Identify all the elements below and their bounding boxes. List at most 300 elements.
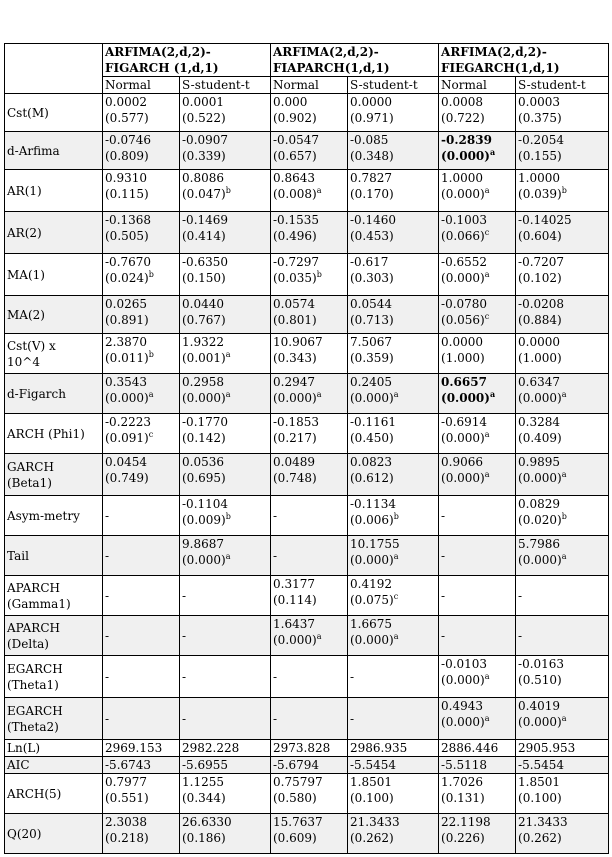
significance-marker: b — [148, 350, 154, 359]
row-label-line: ARCH (Phi1) — [7, 426, 85, 441]
dist-header: Normal — [439, 77, 516, 94]
significance-marker: a — [393, 632, 399, 641]
coefficient-value: -5.5118 — [441, 758, 488, 772]
significance-marker: a — [484, 714, 490, 723]
table-row — [5, 334, 609, 374]
value-cell — [271, 414, 348, 454]
coefficient-value: -0.0907 — [182, 133, 229, 147]
p-value: (0.767) — [182, 313, 226, 327]
p-value: (0.000) — [441, 471, 485, 485]
p-value: (0.000) — [441, 715, 485, 729]
row-label-line: (Gamma1) — [7, 596, 71, 611]
table-row — [5, 774, 609, 814]
p-value: (0.000) — [441, 391, 490, 405]
value-cell — [271, 454, 348, 496]
p-value: (0.000) — [441, 673, 485, 687]
row-label — [5, 576, 103, 616]
coefficient-value: -0.085 — [350, 133, 389, 147]
significance-marker: b — [225, 512, 231, 521]
significance-marker: a — [316, 186, 322, 195]
value-cell: - — [271, 698, 348, 740]
p-value: (0.344) — [182, 791, 226, 805]
p-value: (0.695) — [182, 471, 226, 485]
value-cell — [439, 132, 516, 170]
coefficient-value: 2973.828 — [273, 741, 331, 755]
coefficient-value: -0.0780 — [441, 297, 488, 311]
row-label-line: APARCH — [7, 580, 60, 595]
coefficient-value: 0.3543 — [105, 375, 147, 389]
value-cell: - — [103, 698, 180, 740]
coefficient-value: -0.1003 — [441, 213, 488, 227]
row-label-line: d-Figarch — [7, 386, 66, 401]
value-cell — [439, 212, 516, 254]
value-cell — [180, 536, 271, 576]
value-cell — [271, 94, 348, 132]
coefficient-value: 0.0003 — [518, 95, 561, 109]
value-cell — [180, 414, 271, 454]
value-cell — [180, 132, 271, 170]
significance-marker: a — [484, 186, 490, 195]
dist-header: S-student-t — [180, 77, 271, 94]
row-label-line: AIC — [7, 758, 30, 772]
row-label-line: MA(2) — [7, 307, 45, 322]
coefficient-value: -0.1368 — [105, 213, 152, 227]
value-cell — [516, 656, 609, 698]
value-cell: - — [271, 496, 348, 536]
p-value: (0.604) — [518, 229, 562, 243]
p-value: (0.102) — [518, 271, 562, 285]
coefficient-value: 0.8643 — [273, 171, 315, 185]
coefficient-value: 1.0000 — [518, 171, 561, 185]
value-cell — [516, 170, 609, 212]
row-label-line: AR(2) — [7, 225, 42, 240]
significance-marker: c — [393, 592, 399, 601]
coefficient-value: -0.7207 — [518, 255, 565, 269]
value-cell — [271, 774, 348, 814]
p-value: (0.000) — [350, 553, 394, 567]
coefficient-value: 0.6347 — [518, 375, 561, 389]
significance-marker: a — [489, 389, 496, 399]
value-cell: - — [180, 616, 271, 656]
row-label-line: EGARCH — [7, 703, 63, 718]
value-cell — [180, 496, 271, 536]
p-value: (0.409) — [518, 431, 562, 445]
p-value: (0.011) — [105, 351, 149, 365]
p-value: (0.713) — [350, 313, 394, 327]
coefficient-value: 0.0829 — [518, 497, 561, 511]
significance-marker: a — [484, 470, 490, 479]
value-cell — [271, 170, 348, 212]
coefficient-value: 0.0440 — [182, 297, 224, 311]
p-value: (0.339) — [182, 149, 226, 163]
coefficient-value: 2905.953 — [518, 741, 576, 755]
p-value: (0.000) — [182, 391, 226, 405]
table-row — [5, 496, 609, 536]
value-cell — [271, 254, 348, 296]
coefficient-value: -0.1460 — [350, 213, 397, 227]
value-cell — [516, 132, 609, 170]
value-cell — [103, 132, 180, 170]
value-cell — [103, 740, 180, 757]
coefficient-value: -5.6955 — [182, 758, 229, 772]
significance-marker: a — [484, 672, 490, 681]
p-value: (0.155) — [518, 149, 562, 163]
coefficient-value: 1.1255 — [182, 775, 224, 789]
coefficient-value: 0.8086 — [182, 171, 224, 185]
value-cell — [439, 757, 516, 774]
p-value: (1.000) — [441, 351, 485, 365]
p-value: (0.131) — [441, 791, 485, 805]
coefficient-value: 26.6330 — [182, 815, 232, 829]
significance-marker: a — [148, 390, 154, 399]
value-cell — [348, 536, 439, 576]
coefficient-value: 0.000 — [273, 95, 308, 109]
value-cell — [348, 254, 439, 296]
value-cell — [271, 616, 348, 656]
p-value: (0.056) — [441, 313, 485, 327]
value-cell — [103, 374, 180, 414]
coefficient-value: -5.6794 — [273, 758, 320, 772]
coefficient-value: 9.8687 — [182, 537, 224, 551]
coefficient-value: -0.0103 — [441, 657, 488, 671]
table-row — [5, 536, 609, 576]
row-label — [5, 740, 103, 757]
coefficient-value: -0.6552 — [441, 255, 488, 269]
value-cell — [103, 94, 180, 132]
p-value: (0.039) — [518, 187, 562, 201]
coefficient-value: 0.2958 — [182, 375, 224, 389]
significance-marker: a — [489, 147, 496, 157]
value-cell — [271, 757, 348, 774]
p-value: (0.006) — [350, 513, 394, 527]
table-row — [5, 212, 609, 254]
p-value: (0.100) — [350, 791, 394, 805]
value-cell — [180, 757, 271, 774]
p-value: (0.009) — [182, 513, 226, 527]
row-label — [5, 536, 103, 576]
significance-marker: a — [225, 552, 231, 561]
coefficient-value: -0.1161 — [350, 415, 397, 429]
value-cell — [348, 740, 439, 757]
value-cell — [348, 94, 439, 132]
value-cell — [439, 454, 516, 496]
significance-marker: b — [393, 512, 399, 521]
significance-marker: a — [393, 552, 399, 561]
value-cell — [348, 814, 439, 854]
coefficient-value: 0.0000 — [350, 95, 392, 109]
coefficient-value: 0.3284 — [518, 415, 561, 429]
significance-marker: a — [316, 390, 322, 399]
row-label-line: Cst(V) x — [7, 338, 56, 353]
value-cell — [103, 814, 180, 854]
model-header-figarch: ARFIMA(2,d,2)- FIGARCH (1,d,1) — [103, 44, 271, 77]
coefficient-value: -0.0547 — [273, 133, 320, 147]
value-cell — [439, 414, 516, 454]
table-row — [5, 296, 609, 334]
coefficient-value: 0.9895 — [518, 455, 561, 469]
p-value: (0.522) — [182, 111, 226, 125]
p-value: (0.000) — [518, 391, 562, 405]
model-header-fiegarch: ARFIMA(2,d,2)- FIEGARCH(1,d,1) — [439, 44, 609, 77]
p-value: (0.657) — [273, 149, 317, 163]
value-cell — [516, 757, 609, 774]
significance-marker: b — [561, 512, 567, 521]
value-cell — [180, 774, 271, 814]
p-value: (0.035) — [273, 271, 317, 285]
value-cell — [439, 334, 516, 374]
value-cell — [348, 414, 439, 454]
value-cell — [103, 334, 180, 374]
value-cell — [348, 616, 439, 656]
value-cell: - — [271, 536, 348, 576]
value-cell: - — [103, 616, 180, 656]
p-value: (0.000) — [441, 271, 485, 285]
significance-marker: b — [316, 270, 322, 279]
row-label-line: d-Arfima — [7, 143, 60, 158]
p-value: (0.047) — [182, 187, 226, 201]
row-label-line: APARCH — [7, 620, 60, 635]
coefficient-value: 0.75797 — [273, 775, 323, 789]
coefficient-value: 1.9322 — [182, 335, 224, 349]
coefficient-value: 15.7637 — [273, 815, 323, 829]
table-row — [5, 757, 609, 774]
coefficient-value: 0.0454 — [105, 455, 147, 469]
value-cell — [271, 814, 348, 854]
value-cell — [103, 296, 180, 334]
value-cell — [348, 132, 439, 170]
coefficient-value: -0.6914 — [441, 415, 488, 429]
row-label — [5, 254, 103, 296]
coefficient-value: 0.4943 — [441, 699, 484, 713]
value-cell — [516, 496, 609, 536]
coefficient-value: -0.1853 — [273, 415, 320, 429]
value-cell: - — [516, 576, 609, 616]
value-cell: - — [348, 656, 439, 698]
dist-header: Normal — [103, 77, 180, 94]
value-cell — [439, 170, 516, 212]
row-label — [5, 212, 103, 254]
value-cell — [271, 576, 348, 616]
p-value: (0.551) — [105, 791, 149, 805]
p-value: (0.971) — [350, 111, 394, 125]
coefficient-value: 0.7977 — [105, 775, 147, 789]
value-cell — [271, 374, 348, 414]
value-cell: - — [180, 656, 271, 698]
p-value: (0.226) — [441, 831, 485, 845]
coefficient-value: 0.3177 — [273, 577, 315, 591]
p-value: (0.100) — [518, 791, 562, 805]
table-row — [5, 254, 609, 296]
coefficient-value: 1.8501 — [518, 775, 561, 789]
value-cell — [180, 454, 271, 496]
row-label-line: ARCH(5) — [7, 786, 62, 801]
significance-marker: a — [561, 470, 567, 479]
p-value: (0.186) — [182, 831, 226, 845]
value-cell — [180, 814, 271, 854]
coefficient-value: 0.0544 — [350, 297, 392, 311]
coefficient-value: -0.1469 — [182, 213, 229, 227]
model-header-fiaparch: ARFIMA(2,d,2)- FIAPARCH(1,d,1) — [271, 44, 439, 77]
value-cell — [348, 454, 439, 496]
row-label — [5, 94, 103, 132]
p-value: (0.749) — [105, 471, 149, 485]
coefficient-value: 0.0574 — [273, 297, 315, 311]
p-value: (0.000) — [273, 633, 317, 647]
significance-marker: a — [225, 350, 231, 359]
coefficient-value: 10.9067 — [273, 335, 323, 349]
significance-marker: a — [561, 390, 567, 399]
value-cell — [516, 296, 609, 334]
row-label-line: Tail — [7, 548, 29, 563]
value-cell — [180, 334, 271, 374]
value-cell — [439, 740, 516, 757]
row-label — [5, 496, 103, 536]
coefficient-value: -0.1134 — [350, 497, 397, 511]
table-row — [5, 698, 609, 740]
coefficient-value: 0.4019 — [518, 699, 561, 713]
value-cell — [180, 170, 271, 212]
p-value: (0.000) — [441, 187, 485, 201]
coefficient-value: -0.1770 — [182, 415, 229, 429]
value-cell — [103, 774, 180, 814]
coefficient-value: -0.0163 — [518, 657, 565, 671]
header-blank-cell — [5, 44, 103, 94]
dist-header: S-student-t — [516, 77, 609, 94]
value-cell — [516, 454, 609, 496]
value-cell — [439, 94, 516, 132]
coefficient-value: 1.6675 — [350, 617, 392, 631]
significance-marker: c — [484, 312, 490, 321]
p-value: (0.801) — [273, 313, 317, 327]
p-value: (0.809) — [105, 149, 149, 163]
value-cell — [180, 254, 271, 296]
table-row — [5, 576, 609, 616]
value-cell — [103, 170, 180, 212]
row-label-line: Cst(M) — [7, 105, 49, 120]
table-row — [5, 414, 609, 454]
p-value: (0.375) — [518, 111, 562, 125]
value-cell: - — [103, 576, 180, 616]
coefficient-value: 0.9310 — [105, 171, 147, 185]
value-cell — [439, 814, 516, 854]
p-value: (0.217) — [273, 431, 317, 445]
value-cell — [516, 814, 609, 854]
value-cell — [439, 296, 516, 334]
value-cell — [103, 212, 180, 254]
value-cell — [516, 774, 609, 814]
p-value: (0.091) — [105, 431, 149, 445]
significance-marker: b — [561, 186, 567, 195]
value-cell — [271, 212, 348, 254]
estimation-results-table — [4, 43, 609, 854]
p-value: (0.343) — [273, 351, 317, 365]
row-label-line: Ln(L) — [7, 741, 41, 755]
coefficient-value: 0.2405 — [350, 375, 392, 389]
coefficient-value: 1.6437 — [273, 617, 315, 631]
p-value: (0.884) — [518, 313, 562, 327]
p-value: (0.115) — [105, 187, 149, 201]
row-label — [5, 296, 103, 334]
value-cell: - — [180, 576, 271, 616]
value-cell — [516, 536, 609, 576]
row-label-line: (Theta1) — [7, 677, 59, 692]
value-cell — [348, 212, 439, 254]
coefficient-value: 5.7986 — [518, 537, 561, 551]
significance-marker: a — [561, 552, 567, 561]
coefficient-value: 0.0823 — [350, 455, 392, 469]
value-cell — [348, 374, 439, 414]
p-value: (0.008) — [273, 187, 317, 201]
value-cell — [439, 254, 516, 296]
significance-marker: a — [484, 430, 490, 439]
coefficient-value: -0.2223 — [105, 415, 152, 429]
row-label — [5, 414, 103, 454]
row-label-line: Q(20) — [7, 826, 42, 841]
p-value: (0.000) — [105, 391, 149, 405]
table-row — [5, 740, 609, 757]
p-value: (0.612) — [350, 471, 394, 485]
value-cell — [180, 212, 271, 254]
row-label — [5, 616, 103, 656]
coefficient-value: 0.0008 — [441, 95, 484, 109]
value-cell — [516, 698, 609, 740]
value-cell — [348, 296, 439, 334]
table-row — [5, 374, 609, 414]
coefficient-value: -0.1535 — [273, 213, 320, 227]
value-cell: - — [439, 496, 516, 536]
row-label-line: GARCH — [7, 459, 54, 474]
p-value: (0.218) — [105, 831, 149, 845]
p-value: (0.114) — [273, 593, 317, 607]
p-value: (0.000) — [182, 553, 226, 567]
row-label — [5, 656, 103, 698]
coefficient-value: -5.6743 — [105, 758, 152, 772]
row-label-line: Asym-metry — [7, 508, 80, 523]
value-cell — [439, 374, 516, 414]
p-value: (0.066) — [441, 229, 485, 243]
p-value: (0.496) — [273, 229, 317, 243]
table-row — [5, 454, 609, 496]
row-label — [5, 374, 103, 414]
value-cell — [348, 757, 439, 774]
coefficient-value: 0.0489 — [273, 455, 315, 469]
coefficient-value: 1.0000 — [441, 171, 484, 185]
row-label — [5, 454, 103, 496]
p-value: (0.609) — [273, 831, 317, 845]
row-label-line: (Delta) — [7, 636, 49, 651]
p-value: (0.000) — [518, 715, 562, 729]
coefficient-value: 0.6657 — [441, 375, 487, 389]
coefficient-value: 1.8501 — [350, 775, 392, 789]
value-cell — [103, 757, 180, 774]
model-header-row — [5, 44, 609, 77]
value-cell: - — [271, 656, 348, 698]
coefficient-value: 2.3870 — [105, 335, 147, 349]
coefficient-value: -0.2839 — [441, 133, 492, 147]
p-value: (0.453) — [350, 229, 394, 243]
value-cell — [180, 296, 271, 334]
p-value: (0.170) — [350, 187, 394, 201]
value-cell — [516, 254, 609, 296]
value-cell: - — [439, 536, 516, 576]
p-value: (0.000) — [518, 553, 562, 567]
coefficient-value: -0.7670 — [105, 255, 152, 269]
value-cell — [439, 774, 516, 814]
value-cell: - — [103, 536, 180, 576]
p-value: (0.414) — [182, 229, 226, 243]
coefficient-value: 0.9066 — [441, 455, 484, 469]
row-label-line: AR(1) — [7, 183, 42, 198]
